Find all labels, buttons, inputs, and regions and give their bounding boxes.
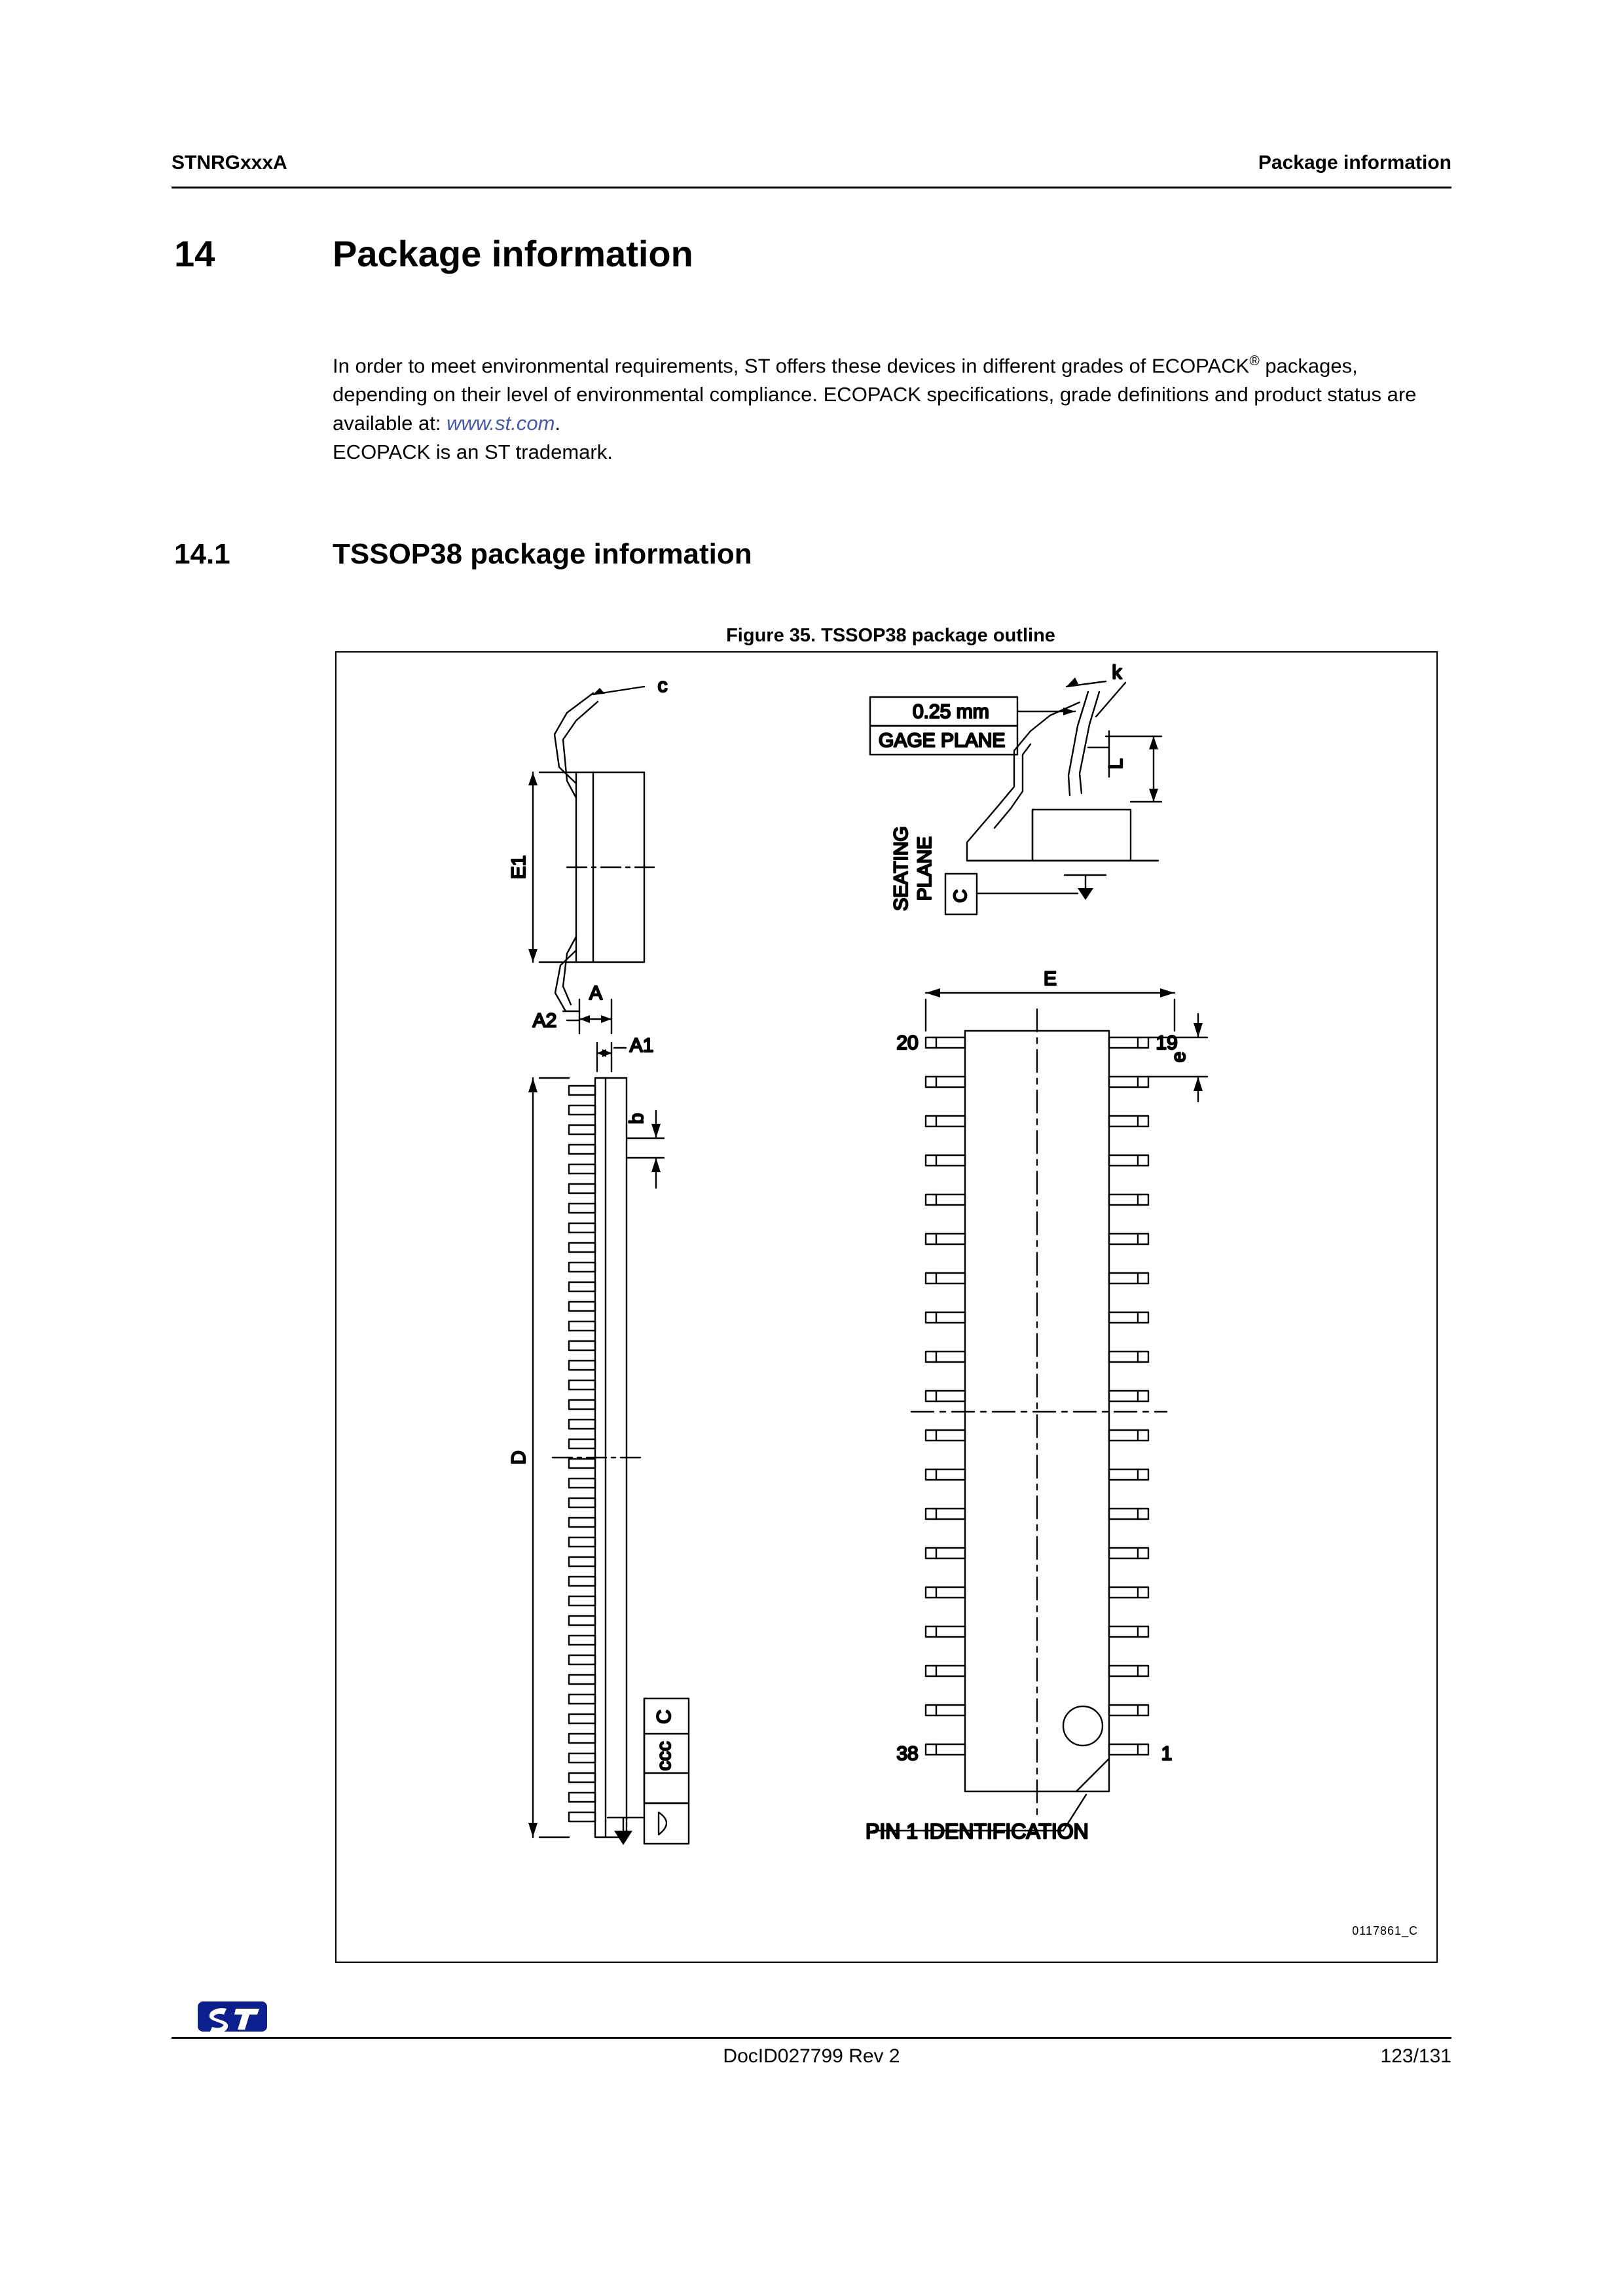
svg-text:A: A <box>589 982 603 1004</box>
svg-text:C: C <box>950 889 970 903</box>
paragraph-text-2: packages, depending on their level of environmental compliance. ECOPACK specifications, grade definitions and product status are available at: <box>333 354 1417 435</box>
header-divider <box>172 187 1451 188</box>
svg-text:19: 19 <box>1156 1032 1178 1054</box>
svg-text:PLANE: PLANE <box>914 836 936 901</box>
registered-mark: ® <box>1249 353 1260 368</box>
subsection-title: TSSOP38 package information <box>333 538 752 570</box>
svg-text:38: 38 <box>896 1743 919 1765</box>
svg-text:1: 1 <box>1161 1743 1173 1765</box>
paragraph-text-3: . <box>555 412 561 435</box>
figure-drawing-id: 0117861_C <box>1352 1924 1418 1937</box>
svg-text:GAGE PLANE: GAGE PLANE <box>879 730 1006 751</box>
svg-text:k: k <box>1112 662 1122 683</box>
svg-text:L: L <box>1105 758 1127 770</box>
package-outline-drawing <box>337 653 1436 1962</box>
svg-text:A1: A1 <box>629 1035 654 1056</box>
svg-text:c: c <box>657 675 668 696</box>
footer-page-number: 123/131 <box>1380 2045 1451 2067</box>
section-title: Package information <box>333 233 693 274</box>
svg-text:0.25 mm: 0.25 mm <box>913 701 989 723</box>
subsection-number: 14.1 <box>174 538 230 570</box>
footer-divider <box>172 2037 1451 2039</box>
section-number: 14 <box>174 233 215 274</box>
st-logo <box>196 1996 268 2037</box>
paragraph-text-4: ECOPACK is an ST trademark. <box>333 440 613 464</box>
svg-text:E1: E1 <box>508 855 530 880</box>
svg-text:SEATING: SEATING <box>890 826 912 911</box>
figure-caption: Figure 35. TSSOP38 package outline <box>726 625 1055 646</box>
svg-text:A2: A2 <box>532 1010 557 1031</box>
svg-text:E: E <box>1043 968 1057 990</box>
intro-paragraph <box>333 347 1449 467</box>
page-header <box>172 152 1451 174</box>
header-left-title: STNRGxxxA <box>172 152 287 173</box>
header-right-title: Package information <box>1258 152 1451 173</box>
svg-text:e: e <box>1168 1051 1190 1063</box>
footer-doc-id: DocID027799 Rev 2 <box>723 2045 900 2067</box>
svg-text:b: b <box>626 1113 647 1124</box>
figure-tssop38-outline <box>335 651 1438 1963</box>
svg-text:PIN 1 IDENTIFICATION: PIN 1 IDENTIFICATION <box>866 1820 1089 1843</box>
svg-text:D: D <box>508 1450 530 1465</box>
paragraph-text-1: In order to meet environmental requirements, ST offers these devices in different grades of ECOPACK <box>333 354 1250 378</box>
svg-text:20: 20 <box>896 1032 919 1054</box>
svg-text:C: C <box>653 1710 675 1724</box>
svg-text:ccc: ccc <box>653 1741 675 1771</box>
st-website-link[interactable]: www.st.com <box>447 412 555 435</box>
